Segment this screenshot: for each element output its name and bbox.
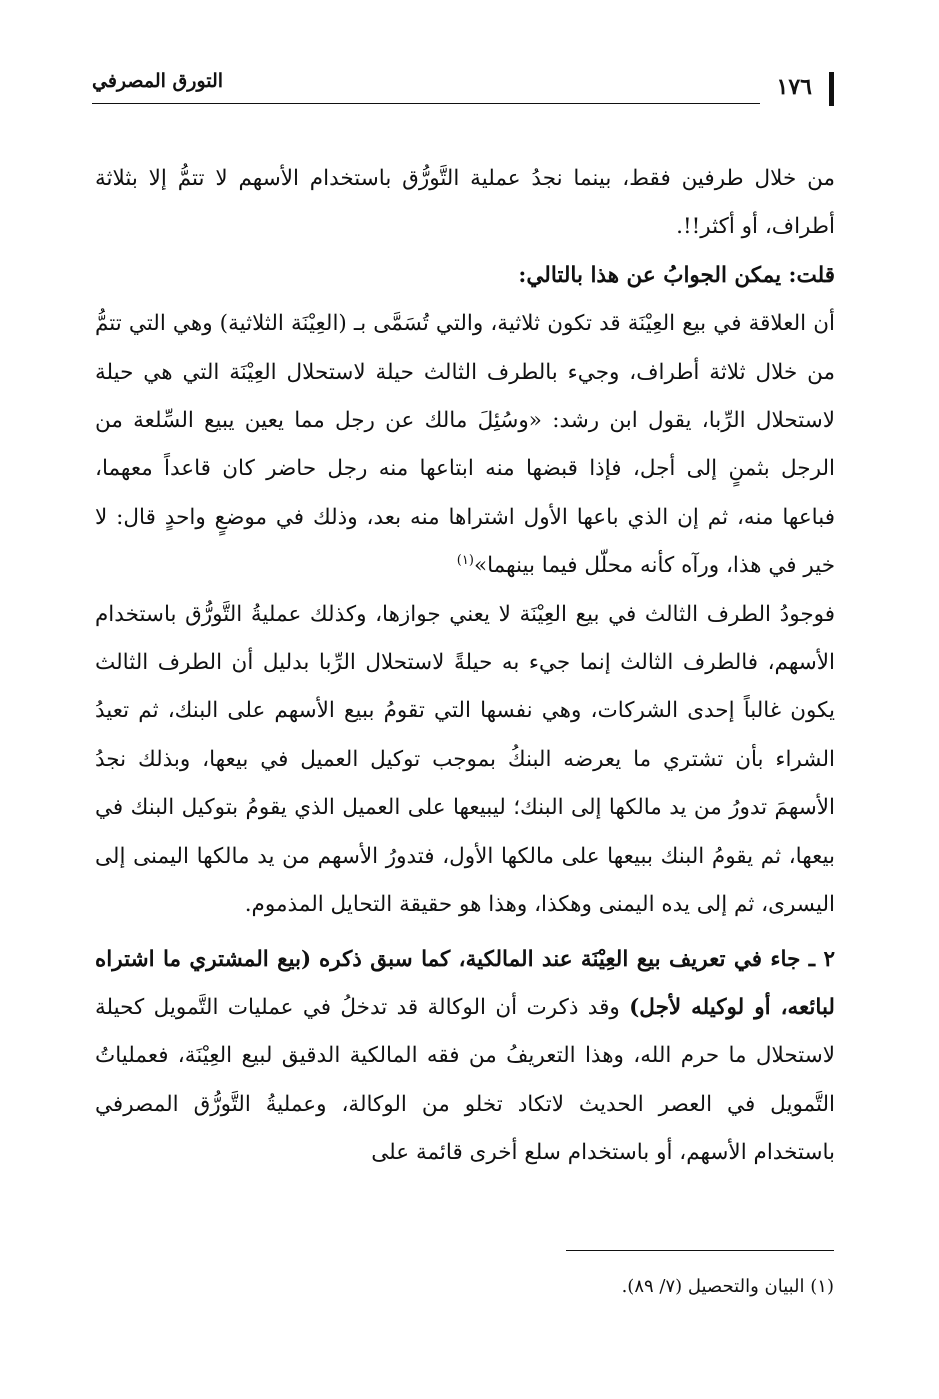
running-header (92, 70, 834, 110)
paragraph-1: من خلال طرفين فقط، بينما نجدُ عملية التَّورُّق باستخدام الأسهم لا تتمُّ إلا بثلاثة أطراف، أو أكثر!!. (95, 166, 835, 240)
paragraph-5-definition: (بيع المشتري ما اشتراه لبائعه، أو لوكيله لأجل) (95, 946, 835, 1020)
paragraph-5 (95, 936, 835, 1178)
paragraph-5-lead: ٢ ـ جاء في تعريف بيع العِيْنَة عند المالكية، كما سبق ذكره (318, 946, 835, 972)
paragraph-3 (95, 300, 835, 590)
footnote-reference: (١) (456, 553, 474, 569)
body-text (95, 155, 835, 1178)
paragraph-2-question: قلت: يمكن الجوابُ عن هذا بالتالي: (518, 262, 835, 288)
running-header-title: التورق المصرفي (92, 70, 224, 92)
header-bar (829, 72, 834, 106)
paragraph-4: فوجودُ الطرف الثالث في بيع العِيْنَة لا يعني جوازها، وكذلك عمليةُ التَّورُّق باستخدام الأسهم، فالطرف الثالث إنما جيء به حيلةً لاستحلال الرِّبا بدليل أن الطرف الثالث يكون غالباً إحدى الشركات، وهي نفسها التي تقومُ ببيع الأسهم على البنك، ثم تعيدُ الشراء بأن تشتري ما يعرضه البنكُ بموجب توكيل العميل في بيعها، وبذلك نجدُ الأسهمَ تدورُ من يد مالكها إلى البنك؛ ليبيعها على العميل الذي يقومُ بتوكيل البنك في بيعها، ثم يقومُ البنك ببيعها على مالكها الأول، فتدورُ الأسهم من يد مالكها اليمنى إلى اليسرى، ثم إلى يده اليمنى وهكذا، وهذا هو حقيقة التحايل المذموم. (95, 601, 835, 918)
footnote-rule (566, 1250, 834, 1251)
footnote: (١) البيان والتحصيل (٧/ ٨٩). (621, 1276, 834, 1297)
page-number: ١٧٦ (776, 74, 812, 100)
header-rule (92, 103, 760, 104)
paragraph-3-text: أن العلاقة في بيع العِيْنَة قد تكون ثلاثية، والتي تُسَمَّى بـ (العِيْنَة الثلاثية) وهي التي تتمُّ من خلال ثلاثة أطراف، وجيء بالطرف الثالث حيلة لاستحلال العِيْنَة التي هي حيلة لاستحلال الرِّبا، يقول ابن رشد: «وسُئِلَ مالك عن رجل مما يعين يبيع السِّلعة من الرجل بثمنٍ إلى أجل، فإذا قبضها منه ابتاعها منه رجل حاضر كان قاعداً معهما، فباعها منه، ثم إن الذي باعها الأول اشتراها منه بعد، وذلك في موضعٍ واحدٍ قال: لا خير في هذا، ورآه كأنه محلّل فيما بينهما» (95, 311, 835, 579)
paragraph-5-rest: وقد ذكرت أن الوكالة قد تدخلُ في عمليات التَّمويل كحيلة لاستحلال ما حرم الله، وهذا التعريفُ من فقه المالكية الدقيق لبيع العِيْنَة، فعملياتُ التَّمويل في العصر الحديث لاتكاد تخلو من الوكالة، وعمليةُ التَّورُّق المصرفي باستخدام الأسهم، أو باستخدام سلع أخرى قائمة على (95, 994, 835, 1166)
